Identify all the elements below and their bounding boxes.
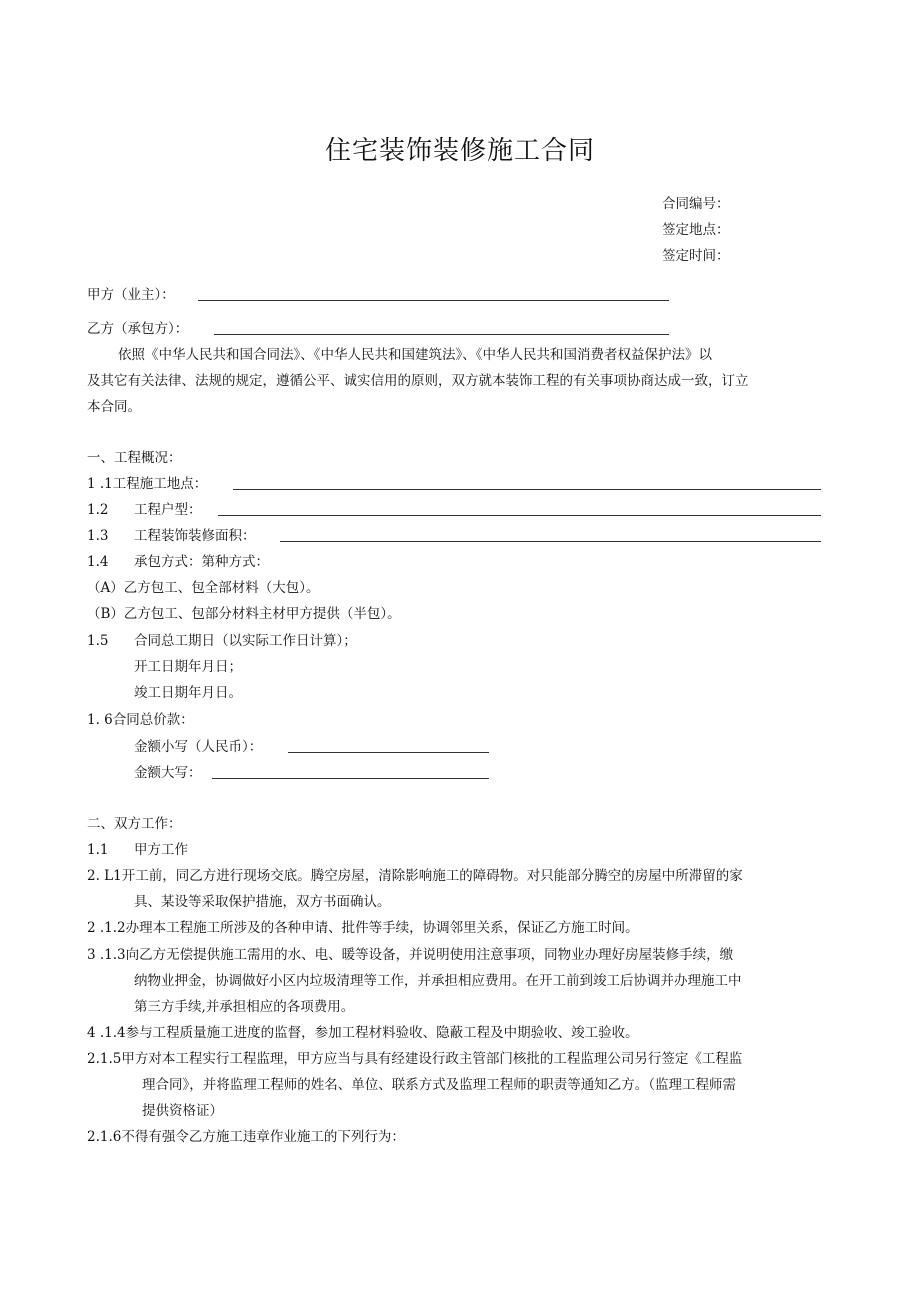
contract-number-label: 合同编号： xyxy=(662,196,730,212)
section-1-heading: 一、工程概况： xyxy=(87,450,182,466)
house-type-blank xyxy=(218,515,821,516)
item-5-line-3: 提供资格证） xyxy=(142,1103,223,1119)
option-a: （A）乙方包工、包全部材料（大包）。 xyxy=(87,580,320,596)
clause-1-4: 承包方式：第种方式： xyxy=(134,554,269,570)
clause-1-2-number: 1.2 xyxy=(87,502,109,518)
item-3-line-2: 纳物业押金，协调做好小区内垃圾清理等工作，并承担相应费用。在开工前到竣工后协调并办理施工中 xyxy=(134,973,742,989)
party-b-label: 乙方（承包方）： xyxy=(87,321,189,337)
sign-time-label: 签定时间： xyxy=(662,248,730,264)
clause-1-1: 1 .1工程施工地点： xyxy=(87,476,208,492)
clause-1-2: 工程户型： xyxy=(134,502,202,518)
document-title: 住宅装饰装修施工合同 xyxy=(324,136,595,166)
section-2-heading: 二、双方工作： xyxy=(87,816,182,832)
finish-date: 竣工日期年月日。 xyxy=(134,685,242,701)
clause-1-5: 合同总工期日（以实际工作日计算）； xyxy=(134,633,357,649)
amount-small-blank xyxy=(288,752,489,753)
amount-big-label: 金额大写： xyxy=(134,765,202,781)
start-date: 开工日期年月日； xyxy=(134,659,242,675)
area-blank xyxy=(280,541,821,542)
item-6: 2.1.6不得有强令乙方施工违章作业施工的下列行为： xyxy=(87,1129,405,1145)
item-1-line-2: 具、某设等采取保护措施，双方书面确认。 xyxy=(134,894,391,910)
item-4: 4 .1.4参与工程质量施工进度的监督，参加工程材料验收、隐蔽工程及中期验收、竣工验收。 xyxy=(87,1025,639,1041)
clause-2-1-number: 1.1 xyxy=(87,842,109,858)
item-3-line-3: 第三方手续,并承担相应的各项费用。 xyxy=(134,999,355,1015)
item-2: 2 .1.2办理本工程施工所涉及的各种申请、批件等手续，协调邻里关系，保证乙方施工时间。 xyxy=(87,920,639,936)
intro-line-3: 本合同。 xyxy=(87,399,141,415)
amount-big-blank xyxy=(212,778,489,779)
clause-1-3-number: 1.3 xyxy=(87,528,109,544)
party-a-label: 甲方（业主）： xyxy=(87,287,175,303)
item-5-line-2: 理合同》，并将监理工程师的姓名、单位、联系方式及监理工程师的职责等通知乙方。（监理工程师需 xyxy=(142,1077,736,1093)
clause-1-6: 1. 6合同总价款： xyxy=(87,712,194,728)
clause-2-1: 甲方工作 xyxy=(134,842,188,858)
clause-1-4-number: 1.4 xyxy=(87,554,109,570)
party-a-blank xyxy=(198,300,669,301)
intro-line-1: 依照《中华人民共和国合同法》、《中华人民共和国建筑法》、《中华人民共和国消费者权益保护法》以 xyxy=(118,347,712,363)
intro-line-2: 及其它有关法律、法规的规定，遵循公平、诚实信用的原则，双方就本装饰工程的有关事项协商达成一致，订立 xyxy=(87,373,749,389)
amount-small-label: 金额小写（人民币）： xyxy=(134,739,263,755)
item-1-line-1: 2. L1开工前，同乙方进行现场交底。腾空房屋，清除影响施工的障碍物。对只能部分腾空的房屋中所滞留的家 xyxy=(87,868,743,884)
site-address-blank xyxy=(233,489,821,490)
clause-1-5-number: 1.5 xyxy=(87,633,109,649)
item-3-line-1: 3 .1.3向乙方无偿提供施工需用的水、电、暖等设备，并说明使用注意事项，同物业办理好房屋装修手续，缴 xyxy=(87,947,734,963)
sign-place-label: 签定地点： xyxy=(662,222,730,238)
option-b: （B）乙方包工、包部分材料主材甲方提供（半包）。 xyxy=(87,606,401,622)
clause-1-3: 工程装饰装修面积： xyxy=(134,528,256,544)
item-5-line-1: 2.1.5甲方对本工程实行工程监理，甲方应当与具有经建设行政主管部门核批的工程监理公司另行签定《工程监 xyxy=(87,1051,743,1067)
party-b-blank xyxy=(214,334,669,335)
